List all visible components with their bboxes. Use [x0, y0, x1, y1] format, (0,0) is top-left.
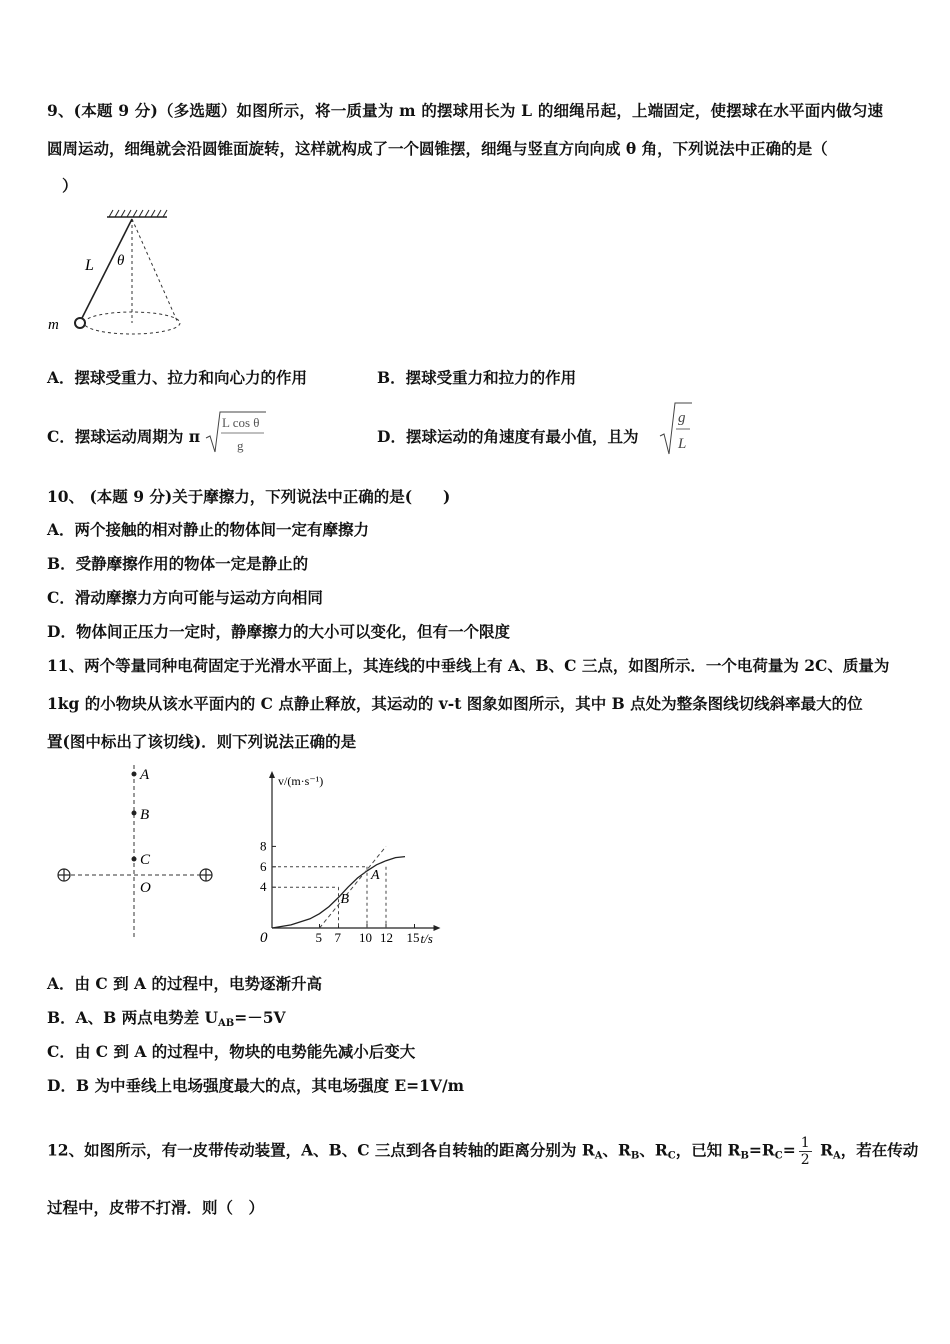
q12-sep2: 、R	[639, 1140, 668, 1160]
label-b: B	[140, 807, 150, 823]
q11-option-c: C．由 C 到 A 的过程中，物块的电势能先减小后变大	[47, 1042, 416, 1061]
annotation-b: B	[340, 892, 350, 908]
label-L: L	[85, 257, 94, 274]
q12-eq2: =	[782, 1140, 796, 1160]
d-denominator: L	[678, 436, 687, 452]
c-denominator: g	[237, 438, 244, 453]
q11-stem-line2: 1kg 的小物块从该水平面内的 C 点静止释放，其运动的 v-t 图象如图所示，其中 B 点处为整条图线切线斜率最大的位	[47, 694, 863, 713]
x-tick-label: 10	[359, 930, 372, 945]
q12-frac-den: 2	[800, 1152, 810, 1168]
q12-stem-line1	[47, 1135, 918, 1168]
x-tick-label: 7	[334, 930, 341, 945]
q11-option-b-pre: B．A、B 两点电势差 U	[47, 1008, 219, 1027]
q11-option-b	[47, 1007, 286, 1035]
q11-option-d: D．B 为中垂线上电场强度最大的点，其电场强度 E=1V/m	[47, 1076, 465, 1095]
charges-figure	[50, 760, 220, 945]
x-tick-label: 15	[406, 930, 420, 945]
q11-option-b-post: =－5V	[234, 1008, 286, 1027]
label-theta: θ	[117, 253, 125, 269]
point-b	[132, 811, 137, 816]
q9-option-b: B．摆球受重力和拉力的作用	[377, 368, 577, 387]
q9-stem-line1: 9、(本题 9 分)（多选题）如图所示，将一质量为 m 的摆球用长为 L 的细绳吊起，上端固定，使摆球在水平面内做匀速	[47, 101, 884, 120]
label-m: m	[48, 317, 59, 333]
q9-stem-line2: 圆周运动，细绳就会沿圆锥面旋转，这样就构成了一个圆锥摆，细绳与竖直方向向成 θ 角，下列说法中正确的是（	[47, 139, 828, 158]
point-a	[132, 772, 137, 777]
q12-stem-line2: 过程中，皮带不打滑．则（ ）	[47, 1198, 265, 1217]
q12-tail: ，若在传动	[840, 1140, 919, 1160]
y-tick-label: 8	[260, 838, 267, 854]
q9-option-d-formula	[658, 400, 694, 458]
q10-option-d: D．物体间正压力一定时，静摩擦力的大小可以变化，但有一个限度	[47, 622, 510, 641]
q10-option-c: C．滑动摩擦力方向可能与运动方向相同	[47, 588, 323, 607]
q11-option-b-sub: AB	[218, 1018, 235, 1029]
q11-stem-line3: 置(图中标出了该切线)．则下列说法正确的是	[47, 732, 357, 751]
q10-option-b: B．受静摩擦作用的物体一定是静止的	[47, 554, 309, 573]
q12-line1-pre: 12、如图所示，有一皮带传动装置，A、B、C 三点到各自转轴的距离分别为 R	[47, 1140, 595, 1160]
q12-sub-c2: C	[774, 1150, 783, 1162]
q12-sep1: 、R	[602, 1140, 631, 1160]
vt-chart	[250, 765, 450, 945]
q12-eq: =R	[748, 1140, 775, 1160]
q12-sub-a2: A	[832, 1150, 841, 1162]
q12-mid: ，已知 R	[675, 1140, 741, 1160]
q10-stem: 10、 (本题 9 分)关于摩擦力，下列说法中正确的是( )	[47, 487, 451, 506]
label-c: C	[140, 852, 151, 868]
q11-stem-line1: 11、两个等量同种电荷固定于光滑水平面上，其连线的中垂线上有 A、B、C 三点，如图所示．一个电荷量为 2C、质量为	[47, 656, 890, 675]
q9-option-c-text: C．摆球运动周期为 π	[47, 427, 201, 446]
q10-option-a: A．两个接触的相对静止的物体间一定有摩擦力	[47, 520, 370, 539]
tangent-line	[320, 846, 387, 928]
ceiling-hatch	[109, 210, 167, 217]
q9-option-c-formula	[204, 408, 268, 458]
q11-option-a: A．由 C 到 A 的过程中，电势逐渐升高	[47, 974, 322, 993]
y-tick-label: 4	[260, 879, 267, 895]
origin-label: 0	[260, 930, 268, 945]
d-numerator: g	[678, 410, 686, 426]
q12-sub-b2: B	[740, 1150, 749, 1162]
pendulum-ball	[75, 318, 85, 328]
annotation-a: A	[371, 867, 380, 883]
q9-option-d-text: D．摆球运动的角速度有最小值，且为	[377, 427, 639, 446]
q9-option-a: A．摆球受重力、拉力和向心力的作用	[47, 368, 308, 387]
q12-frac-num: 1	[800, 1135, 810, 1151]
q12-sub-a: A	[594, 1150, 603, 1162]
q12-fraction	[799, 1135, 812, 1168]
y-tick-label: 6	[260, 858, 267, 874]
x-tick-label: 5	[315, 930, 322, 945]
point-c	[132, 857, 137, 862]
conical-pendulum-figure	[45, 205, 195, 345]
label-o: O	[140, 880, 151, 896]
c-numerator: L cos θ	[222, 415, 260, 430]
x-tick-label: 12	[380, 930, 393, 945]
cone-side	[132, 219, 178, 323]
x-axis-arrow	[434, 925, 441, 931]
q9-stem-line3: ）	[62, 176, 78, 195]
q12-sub-c: C	[667, 1150, 676, 1162]
y-axis-label: v/(m·s⁻¹)	[278, 774, 324, 788]
y-axis-arrow	[269, 771, 275, 778]
label-a: A	[140, 767, 150, 783]
q12-sub-b: B	[630, 1150, 640, 1162]
x-axis-label: t/s	[420, 931, 433, 945]
q12-post: R	[814, 1140, 833, 1160]
